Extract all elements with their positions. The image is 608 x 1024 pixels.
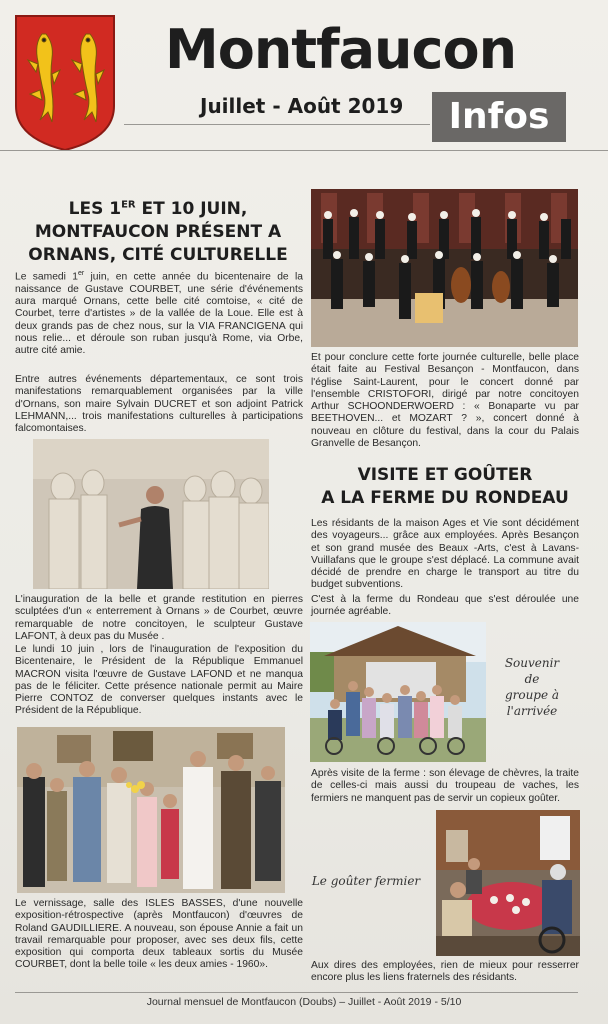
article1-paragraph-5: Le vernissage, salle des ISLES BASSES, d'une nouvelle exposition-rétrospective (après Montfaucon) d'œuvres de Roland GAUDILLIERE. A nouveau, son épouse Annie a fait un travail remarquable pour proposer, avec ses deux fils, cette exposition qui comporta deux tableaux sortis du Musée COURBET, dont la belle toile « les deux amies - 1960». [15,898,303,971]
article2-title [311,464,579,510]
header-divider [124,124,430,125]
caption-line: Souvenir [504,656,560,670]
infos-badge: Infos [432,92,566,142]
article2-paragraph-3: Après visite de la ferme : son élevage de chèvres, la traite de celles-ci mais aussi du troupeau de vaches, les fermiers ne manquent pas de servir un copieux goûter. [311,768,579,804]
article1-title [14,193,302,267]
vernissage-group-photo [17,727,285,893]
page-footer: Journal mensuel de Montfaucon (Doubs) – Juillet - Août 2019 - 5/10 [146,996,462,1008]
header-bottom-rule [0,150,608,151]
caption-line: l'arrivée [506,704,558,718]
snack-photo-caption: Le goûter fermier [311,874,421,888]
article1-paragraph-3: L'inauguration de la belle et grande restitution en pierres sculptées d'un « enterrement à Ornans » de Courbet, œuvre remarquable de notre concitoyen, le sculpteur Gustave LAFONT, à deux pas du Musée . [15,594,303,642]
sculpture-photo [33,439,269,589]
caption-line: de [524,672,540,686]
article1-paragraph-4: Le lundi 10 juin , lors de l'inauguration de l'exposition du Bicentenaire, le Président de la République Emmanuel MACRON visita l'œuvre de Gustave LAFOND et ne manqua pas de le féliciter. Cette présence nationale permit au Maire Pierre CONTOZ de converser quelques instants avec le Président de la République. [15,644,303,717]
farm-group-photo [310,622,486,762]
article1-title-line2: MONTFAUCON PRÉSENT A [34,221,282,242]
article1-paragraph-2: Entre autres événements départementaux, ce sont trois manifestations remarquablement organisées par la ville d'Ornans, son maire Sylvain DUCRET et son adjoint Patrick LEHMANN,... trois manifestations culturelles à participations falcomontaises. [15,374,303,435]
caption-line: groupe à [504,688,560,702]
article2-paragraph-2: C'est à la ferme du Rondeau que s'est déroulée une journée agréable. [311,594,579,618]
article2-paragraph-1: Les résidants de la maison Ages et Vie sont décidément des voyageurs... grâce aux employées. Après Besançon et son grand musée des Beaux -Arts, c'est à Lavans-Vuillafans que le groupe s'est déplacé. La commune avait décidé de prendre en charge le transport au titre du budget subventions. [311,518,579,591]
article1-paragraph-6: Et pour conclure cette forte journée culturelle, belle place était faite au Festival Besançon - Montfaucon, dans l'église Saint-Laurent, pour le concert donné par l'ensemble CRISTOFORI, dirigé par notre concitoyen Arthur SCHOONDERWOERD : « Bonaparte vu par BEETHOVEN... et MOZART ? », concert donné à nouveau en clôture du festival, dans la cour du Palais Granvelle de Besançon. [311,352,579,450]
article1-paragraph-1: Le samedi 1er juin, en cette année du bicentenaire de la naissance de Gustave COURBET, une série d'événements aura marqué Ornans, cette belle cité comtoise, « cité de Courbet, terre d'artistes » de la vallée de la Loue. Elle est à deux grands pas de chez nous, sur la VIA FRANCIGENA qui nous relie... et déroule son ruban jusqu'à Rome, via Orbe, autre cité amie. [15,270,303,357]
newsletter-title: Montfaucon [165,18,517,81]
farm-snack-photo [436,810,580,956]
footer-rule [15,992,578,993]
issue-date: Juillet - Août 2019 [200,94,404,118]
coat-of-arms-icon [14,14,116,152]
article2-paragraph-4: Aux dires des employées, rien de mieux pour resserrer encore plus les liens fraternels des résidants. [311,960,579,984]
concert-photo [311,189,578,347]
group-photo-caption [490,655,574,719]
article1-title-line1: LES 1ER ET 10 JUIN, [68,198,248,219]
article2-title-line2: A LA FERME DU RONDEAU [321,488,569,508]
article1-title-line3: ORNANS, CITÉ CULTURELLE [28,244,288,265]
article2-title-line1: VISITE ET GOÛTER [357,465,533,485]
